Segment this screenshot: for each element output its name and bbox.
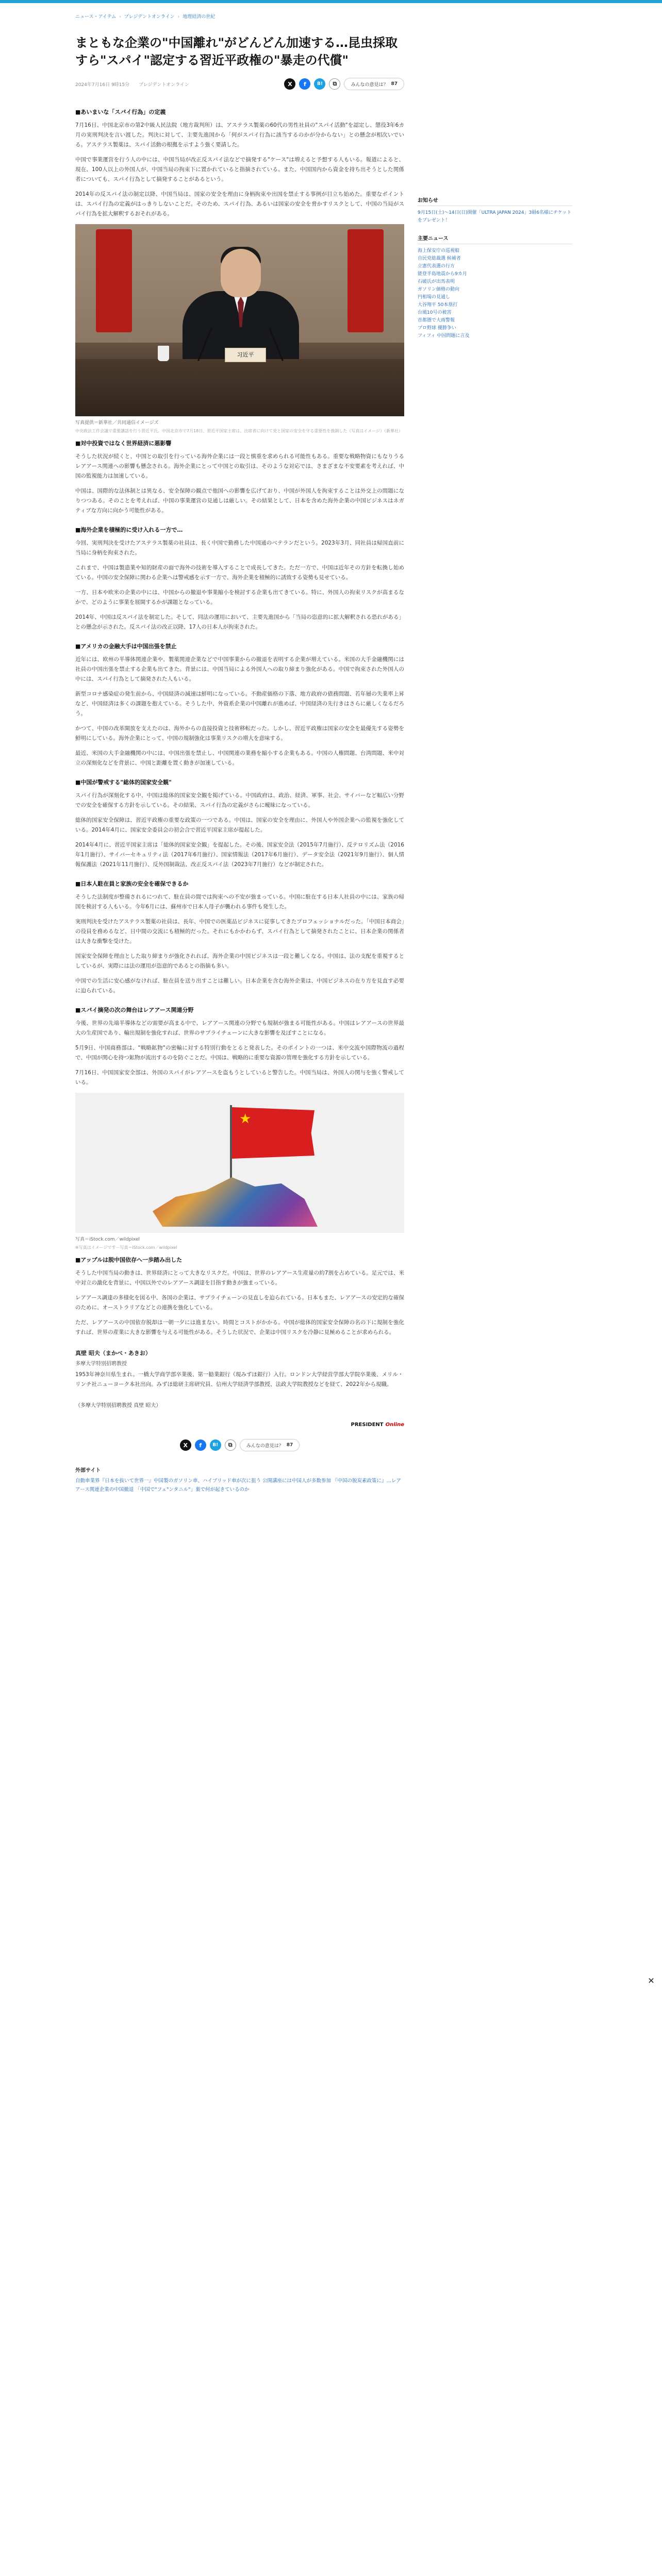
figure-source: 中央政法工作会議で重要講話を行う習近平氏。中国北京市で7月18日、習近平国家主席は、出席者に向けて党と国家の安全を守る重要性を強調した（写真はイメージ）（新華社） xyxy=(75,429,403,433)
author-name: 真壁 昭夫（まかべ・あきお） xyxy=(75,1350,151,1357)
close-icon[interactable]: ✕ xyxy=(648,1976,655,1986)
news-item[interactable]: 大谷翔平 50本塁打 xyxy=(418,302,458,308)
external-link[interactable]: 自動車業界『日本を抜いて世界一』中国製のガソリン車、ハイブリッド車が次に狙う xyxy=(75,1478,261,1484)
rare-earth-ore xyxy=(153,1175,318,1227)
publisher-logo xyxy=(75,1422,404,1428)
external-link[interactable]: 公開講座には中国人が多数参加 xyxy=(262,1478,332,1484)
share-hatena-button[interactable]: B! xyxy=(314,78,325,90)
article-paragraph: 中国で事業運営を行う人の中には、中国当局が改正反スパイ法などで摘発する"ケース"は増えると予想する人もいる。報道によると、現在、100人以上の外国人が、中国当局の拘束下に置かれていると指摘されている。また、中国国内から資金を持ち出そうとした関係者についても、スパイ行為として摘発することがあるという。 xyxy=(75,157,404,182)
external-link[interactable]: 「中国で"フェ"ンタニル"」裏で何が起きているのか xyxy=(135,1487,250,1493)
article-main xyxy=(75,23,404,1494)
article-body xyxy=(75,108,404,1494)
red-flag-left xyxy=(96,229,132,332)
top-accent-bar xyxy=(0,0,662,3)
figure-flag xyxy=(75,1093,404,1251)
share-buttons-bottom xyxy=(75,1439,404,1451)
breadcrumb xyxy=(75,13,215,21)
article-paragraph: 2014年の反スパイ法の制定以降、中国当局は、国家の安全を理由に身柄拘束や出国を禁止する事例が目立ち始めた。重要なポイントは、スパイ行為の定義がはっきりしないことだ。そのため、スパイ行為、あるいは国家の安全を脅かすリスクとして、中国の当局がスパイ行為を拡大解釈するおそれがある。 xyxy=(75,191,404,217)
author-profile xyxy=(75,1349,404,1389)
news-item[interactable]: 能登半島地震から9カ月 xyxy=(418,272,467,277)
comment-button[interactable] xyxy=(240,1439,300,1451)
article-paragraph: レアアース調達の多様化を図る中、各国の企業は、サプライチェーンの見直しを迫られている。日本もまた、レアアースの安定的な確保のために、オーストラリアなどとの連携を強化している。 xyxy=(75,1295,404,1311)
news-item[interactable]: 円相場の見通し xyxy=(418,295,451,300)
comment-label: みんなの意見は？ xyxy=(351,82,388,88)
article-paragraph: 一方、日本や欧米の企業の中には、中国からの撤退や事業縮小を検討する企業も出てきている。特に、外国人の拘束リスクが高まるなかで、どのように事業を展開するかが課題となっている。 xyxy=(75,589,404,605)
figure-source: ※写真はイメージです－写真＝iStock.com／wildpixel xyxy=(75,1245,177,1250)
author-affiliation: 多摩大学特別招聘教授 xyxy=(75,1361,127,1367)
share-facebook-button[interactable]: f xyxy=(299,78,310,90)
article-paragraph: 7月16日、中国北京市の第2中級人民法院（地方裁判所）は、アステラス製薬の60代の男性社員の"スパイ活動"を認定し、懲役3年6カ月の実刑判決を言い渡した。判決に対して、主要先進国から「何がスパイ行為に該当するのかが分からない」との懸念が相次いでいる。アステラス製薬は、スパイ活動の根拠を示すよう強く要請した。 xyxy=(75,122,404,148)
share-x-button[interactable]: X xyxy=(180,1439,191,1451)
author-bio: 1953年神奈川県生まれ。一橋大学商学部卒業後、第一勧業銀行（現みずほ銀行）入行。ロンドン大学経営学部大学院卒業後、メリル・リンチ社ニューヨーク本社出向。みずほ総研主席研究員、信州大学経済学部教授、法政大学院教授などを経て、2022年から現職。 xyxy=(75,1371,404,1387)
section-heading: ■アメリカの金融大手は中国出張を禁止 xyxy=(75,643,177,650)
section-heading: ■スパイ摘発の次の舞台はレアアース関連分野 xyxy=(75,1007,194,1013)
news-item[interactable]: 自民党総裁選 候補者 xyxy=(418,256,461,261)
external-links xyxy=(75,1466,404,1494)
article-credit: （多摩大学特別招聘教授 真壁 昭夫） xyxy=(75,1403,161,1409)
article-section-group-2 xyxy=(75,439,404,1038)
news-item[interactable]: プロ野球 優勝争い xyxy=(418,326,456,331)
star-icon: ★ xyxy=(239,1111,252,1127)
photo-xi-jinping xyxy=(75,224,404,416)
article-paragraph: かつて、中国の改革開放を支えたのは、海外からの直接投資と技術移転だった。しかし、習近平政権は国家の安全を最優先する姿勢を鮮明にしている。海外企業にとって、中国の規制強化は事業リスクの増大を意味する。 xyxy=(75,725,404,741)
article-date: 2024年7月16日 9時15分 xyxy=(75,82,130,88)
section-heading: ■対中投資ではなく世界経済に悪影響 xyxy=(75,440,172,447)
figure-caption: 写真提供＝新華社／共同通信イメージズ xyxy=(75,420,159,426)
speaker-head xyxy=(221,249,261,297)
article-paragraph: 2014年4月に、習近平国家主席は「総体的国家安全観」を提起した。その後、国家安全法（2015年7月施行）、反テロリズム法（2016年1月施行）、サイバーセキュリティ法（2017年6月施行）、国家情報法（2017年6月施行）、データ安全法（2021年9月施行）、個人情報保護法（2021年11月施行）、反外国制裁法、改正反スパイ法（2023年7月施行）などが制定された。 xyxy=(75,842,404,868)
article-section-group-3 xyxy=(75,1043,404,1088)
comment-label: みんなの意見は？ xyxy=(246,1443,284,1449)
photo-china-flag xyxy=(75,1093,404,1233)
article-paragraph: 今回、実刑判決を受けたアステラス製薬の社員は、長く中国で勤務した中国通のベテランだという。2023年3月、同社員は帰国直前に当局に身柄を拘束された。 xyxy=(75,540,404,556)
figure-caption: 写真＝iStock.com／wildpixel xyxy=(75,1237,140,1242)
breadcrumb-item-1[interactable]: ニュース・アイテム xyxy=(75,14,117,20)
publisher-link[interactable]: プレジデントオンライン xyxy=(139,82,189,88)
figure-xi xyxy=(75,224,404,434)
article-paragraph: そうした中国当局の動きは、世界経済にとって大きなリスクだ。中国は、世界のレアアース生産量の約7割を占めている。足元では、米中対立の激化を背景に、中国以外でのレアアース調達を目指す動きが強まっている。 xyxy=(75,1270,404,1286)
comment-button[interactable] xyxy=(344,78,404,90)
article-paragraph: 2014年、中国は反スパイ法を制定した。そして、同法の運用において、主要先進国から「当局の恣意的に拡大解釈される恐れがある」との懸念が示された。反スパイ法の改正以降、17人の日本人が拘束された。 xyxy=(75,614,404,630)
article-section-group-1 xyxy=(75,108,404,219)
breadcrumb-separator: › xyxy=(119,14,121,20)
article-paragraph: スパイ行為が深刻化する中、中国は総体的国家安全観を掲げている。中国政府は、政治、経済、軍事、社会、サイバーなど幅広い分野での安全を確保する方針を示している。その結果、スパイ行為の定義がさらに曖昧になっている。 xyxy=(75,792,404,808)
news-item[interactable]: 石破氏が出馬表明 xyxy=(418,279,455,284)
article-paragraph: 総体的国家安全保障は、習近平政権の重要な政策の一つである。中国は、国家の安全を理由に、外国人や外国企業への監視を強化している。2014年4月に、国家安全委員会の初会合で習近平国家主席が提起した。 xyxy=(75,817,404,833)
comment-count: 87 xyxy=(391,81,398,87)
external-links-title: 外部サイト xyxy=(75,1468,101,1473)
article-paragraph: 今後、世界の先端半導体などの需要が高まる中で、レアアース関連の分野でも規制が強まる可能性がある。中国はレアアースの世界最大の生産国であり、輸出規制を強化すれば、世界のサプライチェーンに大きな影響を及ぼすことになる。 xyxy=(75,1020,404,1036)
notice-heading: お知らせ xyxy=(418,196,572,206)
share-hatena-button[interactable]: B! xyxy=(210,1439,221,1451)
article-paragraph: そうした状況が続くと、中国との取引を行っている海外企業には一段と慎重を求められる可能性もある。重要な戦略物資にもなりうるレアアース関連への影響も懸念される。海外企業にとって中国との取引は、そのような対応では、さまざまな不安要素を考えれば、中国の監視能力は加速している。 xyxy=(75,453,404,479)
section-heading: ■アップルは脱中国依存へ一歩踏み出した xyxy=(75,1257,183,1263)
comment-count: 87 xyxy=(286,1443,293,1448)
section-heading: ■あいまいな「スパイ行為」の定義 xyxy=(75,109,166,115)
article-paragraph: これまで、中国は製造業や知的財産の面で海外の技術を導入することで成長してきた。ただ一方で、中国は近年その方針を転換し始めている。中国の安全保障に関わる企業へは警戒感を示す一方で、海外企業を積極的に誘致する姿勢も見せている。 xyxy=(75,565,404,581)
copy-link-button[interactable]: ⧉ xyxy=(329,78,340,90)
main-news-heading: 主要ニュース xyxy=(418,234,572,244)
news-item[interactable]: フィフィ 中国問題に言及 xyxy=(418,333,470,338)
tea-cup xyxy=(158,346,169,361)
breadcrumb-item-3[interactable]: 地理経済の世紀 xyxy=(183,14,216,20)
nameplate: 习近平 xyxy=(225,348,266,362)
breadcrumb-separator: › xyxy=(177,14,180,20)
red-flag-right xyxy=(347,229,384,332)
article-paragraph: 中国での生活に安心感がなければ、駐在員を送り出すことは難しい。日本企業を含む海外企業は、中国ビジネスの在り方を見直す必要に迫られている。 xyxy=(75,978,404,994)
share-x-button[interactable]: X xyxy=(284,78,295,90)
article-paragraph: 中国は、国際的な法体制とは異なる、安全保障の観点で他国への影響を広げており、中国が外国人を拘束することは外交上の問題になりつつある。そのことを考えれば、中国の事業運営の見通しは厳しい。その結果として、日本を含めた海外企業の中国ビジネスはネガティブな方向に向かう可能性がある。 xyxy=(75,488,404,514)
copy-link-button[interactable]: ⧉ xyxy=(225,1439,236,1451)
share-facebook-button[interactable]: f xyxy=(195,1439,206,1451)
article-meta xyxy=(75,77,404,91)
main-news-list xyxy=(418,247,572,340)
share-buttons-top xyxy=(284,78,404,90)
news-item[interactable]: 首都圏で大雨警報 xyxy=(418,318,455,323)
external-link[interactable]: 『中国の脱炭素政策に』…レアアース関連企業の中国撤退 xyxy=(75,1478,402,1493)
desk xyxy=(75,359,404,416)
article-paragraph: 近年には、欧州の半導体関連企業や、製薬関連企業などで中国事業からの撤退を表明する企業が増えている。米国の大手金融機関には社員の中国出張を禁止する企業も出てきた。背景には、中国当局による外国人への取り締まり強化がある。中国で拘束された外国人の中には、スパイ行為として摘発された人もいる。 xyxy=(75,656,404,682)
article-paragraph: 最近、米国の大手金融機関の中には、中国出張を禁止し、中国関連の業務を縮小する企業もある。中国の人権問題、台湾問題、米中対立の深刻化などを背景に、中国と距離を置く動きが加速している。 xyxy=(75,750,404,766)
article-paragraph: 新型コロナ感染症の発生前から、中国経済の減速は鮮明になっている。不動産価格の下落、地方政府の債務問題、若年層の失業率上昇など、中国経済は多くの課題を抱えている。そうした中、外資系企業の中国離れが進めば、中国経済の先行きはさらに厳しくなるだろう。 xyxy=(75,691,404,717)
publisher-name: PRESIDENT xyxy=(351,1422,384,1428)
news-item[interactable]: 海上保安庁の巡視船 xyxy=(418,248,460,253)
news-item[interactable]: 立憲代表選の行方 xyxy=(418,264,455,269)
sidebar xyxy=(418,196,572,340)
publisher-suffix: Online xyxy=(385,1422,404,1428)
article-paragraph: 7月16日、中国国家安全部は、外国のスパイがレアアースを盗もうとしていると警告した。中国当局は、外国人の関与を強く警戒している。 xyxy=(75,1070,404,1086)
section-heading: ■日本人駐在員と家族の安全を確保できるか xyxy=(75,880,189,887)
article-section-group-4 xyxy=(75,1256,404,1337)
article-title: まともな企業の"中国離れ"がどんどん加速する…昆虫採取すら"スパイ"認定する習近平政権の"暴走の代償" xyxy=(75,36,398,67)
article-paragraph: ただ、レアアースの中国依存脱却は一朝一夕には進まない。時間とコストがかかる。中国が総体的国家安全保障の名の下に規制を強化すれば、世界の産業に大きな影響を与える可能性がある。そうした状況で、企業は中国リスクを冷静に見極めることが求められる。 xyxy=(75,1319,404,1335)
breadcrumb-item-2[interactable]: プレジデントオンライン xyxy=(124,14,175,20)
article-paragraph: 実刑判決を受けたアステラス製薬の社員は、長年、中国での医薬品ビジネスに従事してきたプロフェッショナルだった。「中国日本商会」の役員を務めるなど、日中間の交流にも積極的だった。それにもかかわらず、スパイ行為として摘発されたことに、日本企業の関係者は大きな衝撃を受けた。 xyxy=(75,919,404,944)
notice-link[interactable]: 9月15日(土)～14日(日)開催「ULTRA JAPAN 2024」3組6名様にチケットをプレゼント！ xyxy=(418,210,572,223)
external-links-list xyxy=(75,1477,404,1494)
article-paragraph: そうした法制度が整備されるにつれて、駐在員の間では拘束への不安が強まっている。中国に駐在する日本人社員の中には、家族の帰国を検討する人もいる。今年6月には、蘇州市で日本人母子が襲われる事件も発生した。 xyxy=(75,894,404,910)
section-heading: ■中国が警戒する"総体的国家安全観" xyxy=(75,779,172,786)
news-item[interactable]: ガソリン価格の動向 xyxy=(418,287,460,292)
article-paragraph: 5月9日、中国商務部は、"戦略鉱物"の密輸に対する特別行動をとると発表した。そのポイントの一つは、米中交流や国際物流の過程で、中国が関心を持つ鉱物が流出するのを防ぐことだ。中国は、戦略的に重要な資源の管理を強化する方針を示している。 xyxy=(75,1045,404,1061)
news-item[interactable]: 台風10号の被害 xyxy=(418,310,452,315)
article-paragraph: 国家安全保障を理由とした取り締まりが強化されれば、海外企業の中国ビジネスは一段と難しくなる。中国は、法の支配を重視するとしているが、実際には法の運用が恣意的であるとの指摘も多い。 xyxy=(75,953,404,969)
section-heading: ■海外企業を積極的に受け入れる一方で… xyxy=(75,527,183,533)
